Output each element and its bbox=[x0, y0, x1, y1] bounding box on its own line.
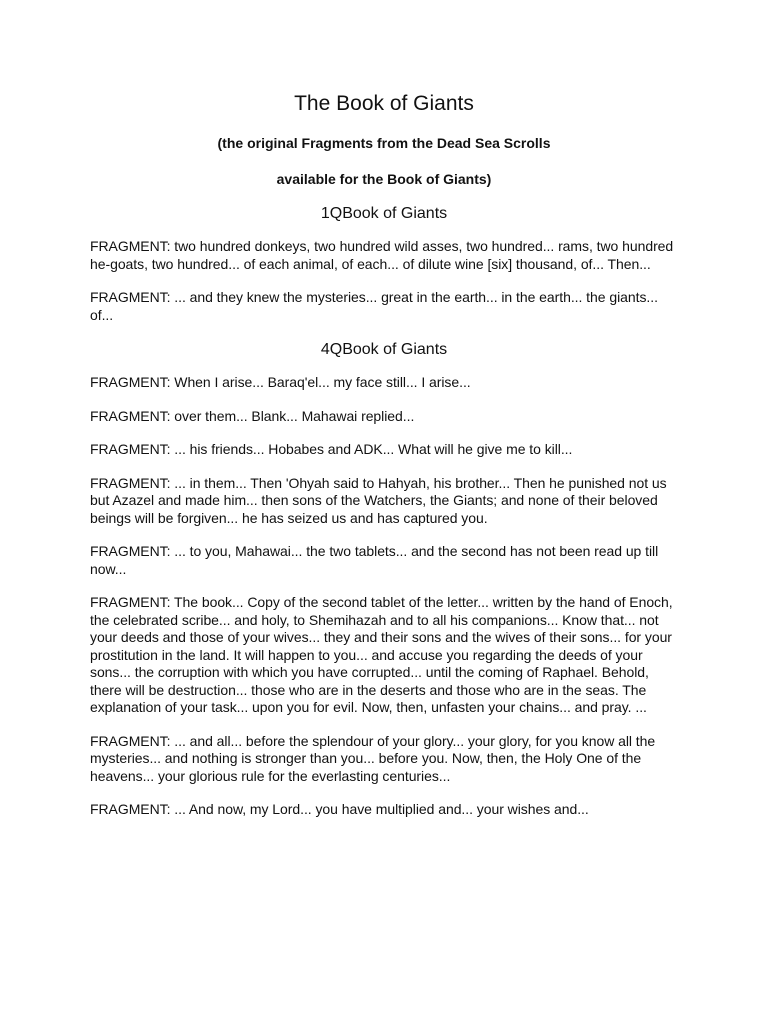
document-subtitle-line-2: available for the Book of Giants) bbox=[276, 171, 492, 187]
section-heading: 4QBook of Giants bbox=[320, 341, 448, 358]
fragment-paragraph: FRAGMENT: The book... Copy of the second tablet of the letter... written by the hand of Enoch, the celebrated scribe... and holy, to Shemihazah and to all his companions... Know that... not your deeds and those of your wives... they and their sons and the wives of their sons... for your prostitution in the land. It will happen to you... and accuse you regarding the deeds of your sons... the corruption with which you have corrupted... until the coming of Raphael. Behold, there will be destruction... those who are in the deserts and those who are in the seas. The explanation of your task... upon you for evil. Now, then, unfasten your chains... and pray. ... bbox=[90, 594, 673, 715]
document-subtitle-line-1: (the original Fragments from the Dead Sea Scrolls bbox=[217, 135, 551, 151]
section-1qbook-of-giants bbox=[90, 204, 678, 324]
fragment-paragraph: FRAGMENT: ... his friends... Hobabes and ADK... What will he give me to kill... bbox=[90, 441, 573, 457]
section-4qbook-of-giants bbox=[90, 340, 678, 819]
fragment-paragraph: FRAGMENT: ... and they knew the mysteries... great in the earth... in the earth... the giants... of... bbox=[90, 289, 658, 323]
fragment-paragraph: FRAGMENT: ... in them... Then 'Ohyah said to Hahyah, his brother... Then he punished not us but Azazel and made him... then sons of the Watchers, the Giants; and none of their beloved beings will be forgiven... he has seized us and has captured you. bbox=[90, 474, 667, 526]
fragment-paragraph: FRAGMENT: over them... Blank... Mahawai replied... bbox=[90, 407, 415, 424]
fragment-paragraph: FRAGMENT: ... And now, my Lord... you have multiplied and... your wishes and... bbox=[90, 801, 589, 817]
fragment-paragraph: FRAGMENT: ... and all... before the splendour of your glory... your glory, for you know all the mysteries... and nothing is stronger than you... before you. Now, then, the Holy One of the heavens... your glorious rule for the everlasting centuries... bbox=[90, 732, 656, 784]
fragment-paragraph: FRAGMENT: ... to you, Mahawai... the two tablets... and the second has not been read up till now... bbox=[90, 543, 659, 577]
section-heading: 1QBook of Giants bbox=[320, 205, 448, 222]
document-title: The Book of Giants bbox=[294, 92, 474, 115]
fragment-paragraph: FRAGMENT: two hundred donkeys, two hundred wild asses, two hundred... rams, two hundred he-goats, two hundred... of each animal, of each... of dilute wine [six] thousand, of... Then... bbox=[90, 238, 674, 272]
fragment-paragraph: FRAGMENT: When I arise... Baraq'el... my face still... I arise... bbox=[90, 374, 471, 390]
